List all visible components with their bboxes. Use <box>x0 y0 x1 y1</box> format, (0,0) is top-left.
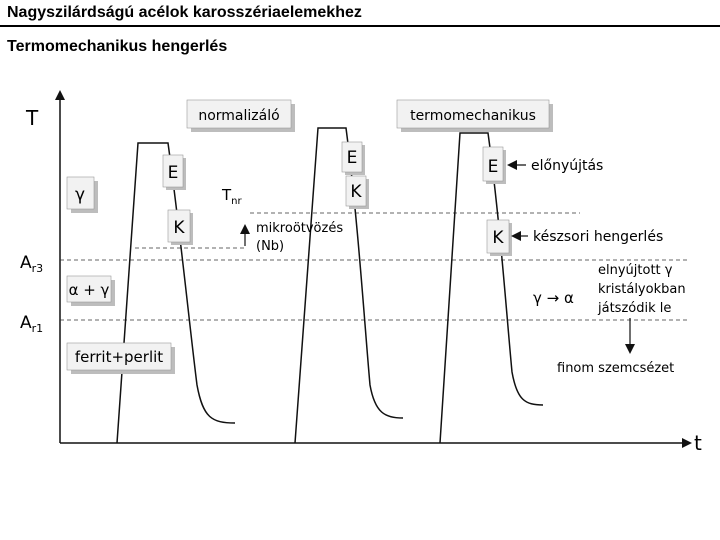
y-axis-label: T <box>26 106 39 130</box>
e-marker-thermo-2 <box>483 147 506 184</box>
svg-text:K: K <box>350 182 362 202</box>
micro-label-2: (Nb) <box>256 239 285 254</box>
svg-text:γ: γ <box>74 185 86 205</box>
elongated-label-2: kristályokban <box>598 282 686 297</box>
x-axis-label: t <box>694 431 702 455</box>
k-marker-thermo-1 <box>346 176 369 209</box>
normalizing-box <box>187 100 295 132</box>
svg-text:K: K <box>492 228 504 248</box>
svg-text:normalizáló: normalizáló <box>198 108 280 124</box>
svg-text:E: E <box>167 163 179 183</box>
ferrite-pearlite-box <box>67 343 175 374</box>
e-marker-thermo-1 <box>342 142 365 175</box>
k-marker-normalizing <box>168 210 193 245</box>
alpha-gamma-box <box>67 276 115 306</box>
transformation-label: γ → α <box>533 289 574 307</box>
elongated-label-3: játszódik le <box>598 301 672 316</box>
micro-label-1: mikroötvözés <box>256 221 344 236</box>
svg-text:ferrit+perlit: ferrit+perlit <box>74 348 164 366</box>
page-subtitle: Termomechanikus hengerlés <box>7 38 228 55</box>
ar1-label: $A_{r1}$ <box>20 313 44 335</box>
gamma-box <box>67 177 98 213</box>
svg-text:α + γ: α + γ <box>68 281 110 299</box>
finish-rolling-label: készsori hengerlés <box>533 229 664 245</box>
svg-text:E: E <box>487 157 499 177</box>
thermomechanical-box <box>397 100 553 132</box>
svg-text:termomechanikus: termomechanikus <box>410 108 536 124</box>
svg-text:E: E <box>346 148 358 168</box>
curve-thermomechanical-1 <box>295 128 403 443</box>
e-marker-normalizing <box>163 155 186 190</box>
tnr-label: $T_{nr}$ <box>222 186 242 207</box>
k-marker-thermo-2 <box>487 220 512 256</box>
svg-text:K: K <box>173 218 185 238</box>
fine-grain-label: finom szemcsézet <box>557 361 675 376</box>
elongated-label-1: elnyújtott γ <box>598 263 673 278</box>
ar3-label: $A_{r3}$ <box>20 253 44 275</box>
prerolling-label: előnyújtás <box>531 158 604 174</box>
page-title: Nagyszilárdságú acélok karosszériaelemekhez <box>7 4 362 21</box>
